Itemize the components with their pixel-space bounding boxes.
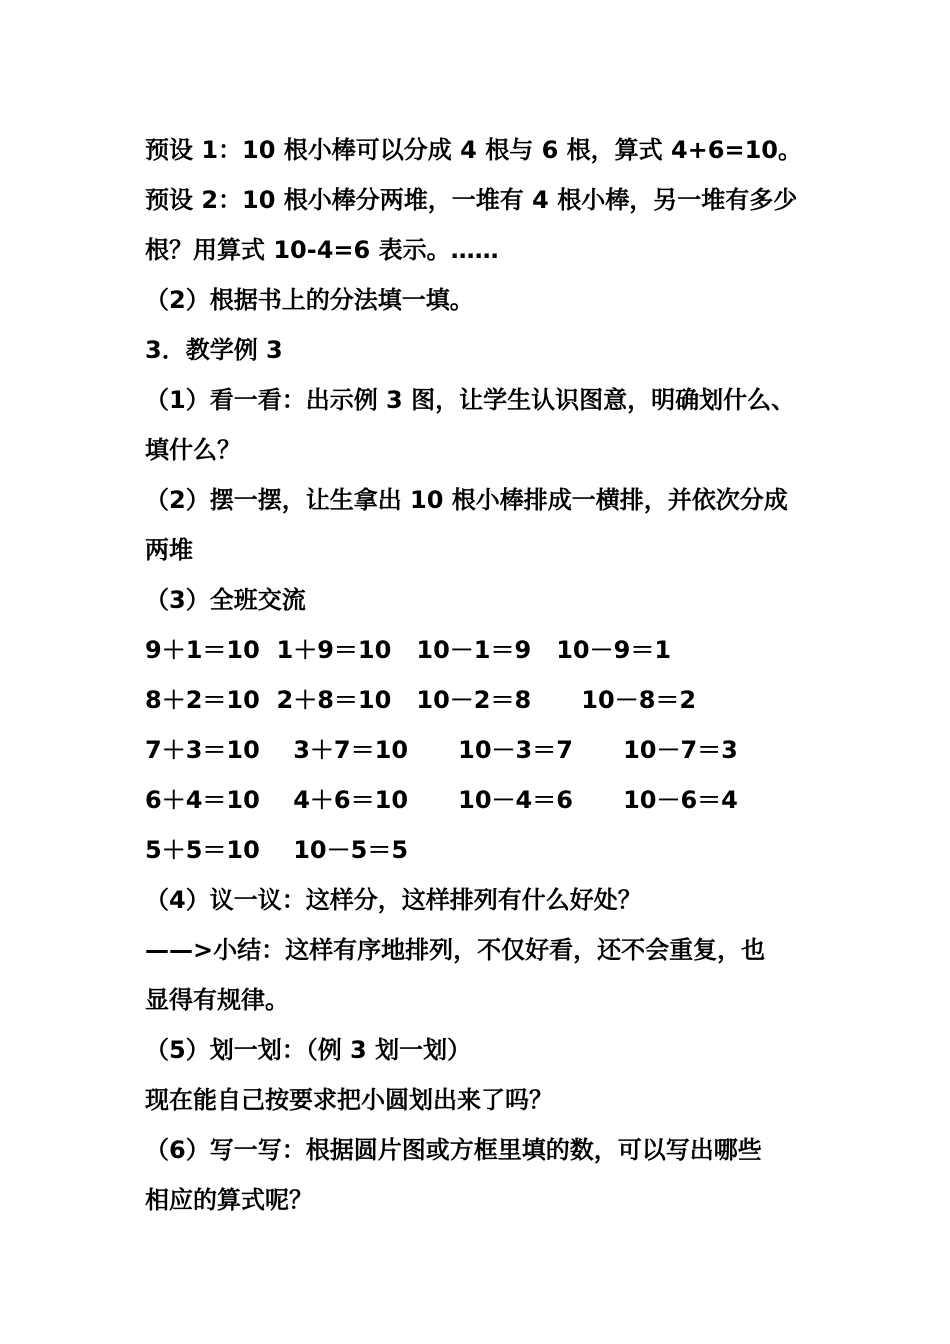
text-line: 两堆: [145, 536, 193, 564]
text-line: 相应的算式呢？: [145, 1186, 313, 1214]
text-line: 填什么？: [145, 436, 241, 464]
text-line: （1）看一看：出示例 3 图，让学生认识图意，明确划什么、: [145, 386, 796, 414]
text-line: 显得有规律。: [145, 986, 289, 1014]
text-line: （6）写一写：根据圆片图或方框里填的数，可以写出哪些: [145, 1136, 762, 1164]
text-line: （4）议一议：这样分，这样排列有什么好处？: [145, 886, 642, 914]
equation-line: 5＋5＝10 10－5＝5: [145, 836, 409, 864]
text-line: ——>小结：这样有序地排列，不仅好看，还不会重复，也: [145, 936, 766, 964]
text-line: 预设 1：10 根小棒可以分成 4 根与 6 根，算式 4+6=10。: [145, 136, 802, 164]
document-body: [145, 125, 845, 1225]
text-line: 3．教学例 3: [145, 336, 283, 364]
text-line: 现在能自己按要求把小圆划出来了吗？: [145, 1086, 553, 1114]
text-line: 根？用算式 10-4=6 表示。……: [145, 236, 499, 264]
text-line: （2）摆一摆，让生拿出 10 根小棒排成一横排，并依次分成: [145, 486, 788, 514]
text-line: （3）全班交流: [145, 586, 306, 614]
equation-line: 7＋3＝10 3＋7＝10 10－3＝7 10－7＝3: [145, 736, 738, 764]
equation-line: 8＋2＝10 2＋8＝10 10－2＝8 10－8＝2: [145, 686, 697, 714]
equation-line: 6＋4＝10 4＋6＝10 10－4＝6 10－6＝4: [145, 786, 738, 814]
text-line: （2）根据书上的分法填一填。: [145, 286, 474, 314]
text-line: 预设 2：10 根小棒分两堆，一堆有 4 根小棒，另一堆有多少: [145, 186, 798, 214]
equation-line: 9＋1＝10 1＋9＝10 10－1＝9 10－9＝1: [145, 636, 672, 664]
text-line: （5）划一划：（例 3 划一划）: [145, 1036, 472, 1064]
